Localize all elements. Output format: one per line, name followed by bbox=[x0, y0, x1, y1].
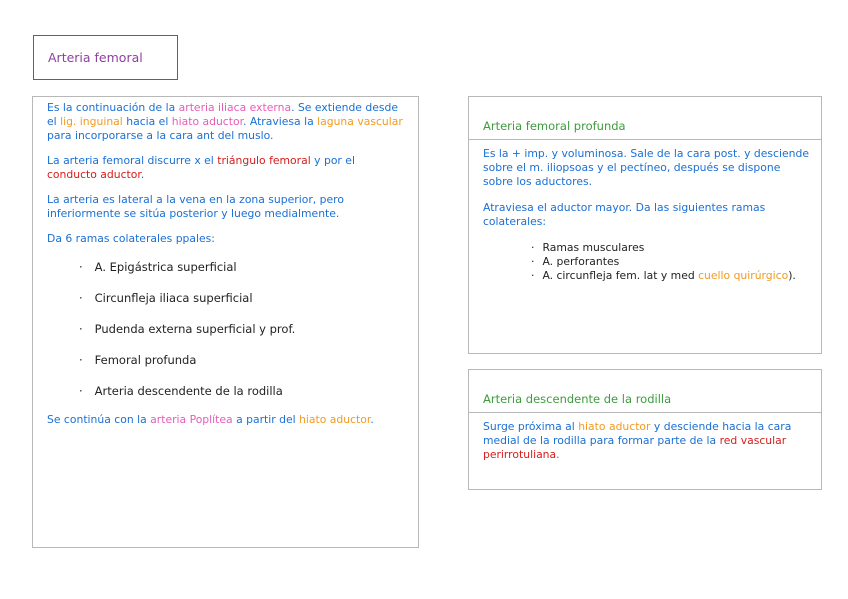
list-item: · A. Epigástrica superficial bbox=[79, 260, 406, 291]
descendente-rodilla-box bbox=[468, 369, 822, 490]
list-item: · Arteria descendente de la rodilla bbox=[79, 384, 406, 415]
paragraph-continuation-poplitea bbox=[47, 413, 406, 427]
highlight-arteria-poplitea: arteria Poplítea bbox=[150, 413, 233, 426]
highlight-hiato-aductor: hiato aductor bbox=[578, 420, 651, 433]
text: Se continúa con la bbox=[47, 413, 151, 426]
list-item: · Pudenda externa superficial y prof. bbox=[79, 322, 406, 353]
text: ). bbox=[788, 269, 796, 282]
list-item: · Femoral profunda bbox=[79, 353, 406, 384]
main-notes-box bbox=[32, 96, 419, 548]
page-title-box bbox=[33, 35, 178, 80]
list-item: · A. perforantes bbox=[531, 255, 809, 269]
text: hacia el bbox=[122, 115, 172, 128]
text: . Se extiende desde el bbox=[47, 101, 398, 128]
paragraph-relation-vein: La arteria es lateral a la vena en la zona superior, pero inferiormente se sitúa posterior y luego medialmente. bbox=[47, 193, 344, 220]
paragraph-continuation bbox=[47, 101, 406, 143]
highlight-cuello-quirurgico: cuello quirúrgico bbox=[698, 269, 789, 282]
text: a partir del bbox=[232, 413, 300, 426]
paragraph-branches-intro: Atraviesa el aductor mayor. Da las siguientes ramas colaterales: bbox=[483, 201, 766, 228]
highlight-triangulo-femoral: triángulo femoral bbox=[217, 154, 311, 167]
list-item: · Circunfleja iliaca superficial bbox=[79, 291, 406, 322]
highlight-hiato-aductor: hiato aductor bbox=[171, 115, 244, 128]
text: . Atraviesa la bbox=[243, 115, 318, 128]
text: . bbox=[140, 168, 145, 181]
text: Es la continuación de la bbox=[47, 101, 179, 114]
highlight-hiato-aductor: hiato aductor bbox=[299, 413, 371, 426]
paragraph-origin: Es la + imp. y voluminosa. Sale de la cara post. y desciende sobre el m. iliopsoas y el pectíneo, después se dispone sobre los aductores. bbox=[483, 147, 809, 188]
section-body bbox=[469, 413, 821, 462]
paragraph-branches-intro: Da 6 ramas colaterales ppales: bbox=[47, 232, 215, 245]
text: La arteria femoral discurre x el bbox=[47, 154, 218, 167]
page-title: Arteria femoral bbox=[48, 50, 143, 65]
text: y por el bbox=[310, 154, 355, 167]
highlight-arteria-iliaca-externa: arteria iliaca externa bbox=[178, 101, 292, 114]
list-item: · Ramas musculares bbox=[531, 241, 809, 255]
highlight-red-vascular: red vascular perirrotuliana bbox=[483, 434, 787, 461]
text: y desciende hacia la cara medial de la rodilla para formar parte de la bbox=[483, 420, 792, 447]
highlight-conducto-aductor: conducto aductor bbox=[47, 168, 141, 181]
section-title: Arteria descendente de la rodilla bbox=[469, 370, 821, 413]
paragraph-course bbox=[47, 154, 406, 182]
femoral-profunda-box bbox=[468, 96, 822, 354]
section-body bbox=[469, 140, 821, 283]
text: Surge próxima al bbox=[483, 420, 579, 433]
branch-list bbox=[483, 241, 809, 283]
highlight-lig-inguinal: lig. inguinal bbox=[60, 115, 123, 128]
section-title: Arteria femoral profunda bbox=[469, 97, 821, 140]
paragraph-descendente bbox=[483, 420, 809, 462]
text: A. circunfleja fem. lat y med bbox=[542, 269, 699, 282]
list-item bbox=[531, 269, 809, 283]
text: para incorporarse a la cara ant del muslo. bbox=[47, 129, 274, 142]
text: . bbox=[556, 448, 560, 461]
text: . bbox=[370, 413, 374, 426]
branch-list bbox=[47, 260, 406, 415]
highlight-laguna-vascular: laguna vascular bbox=[317, 115, 403, 128]
